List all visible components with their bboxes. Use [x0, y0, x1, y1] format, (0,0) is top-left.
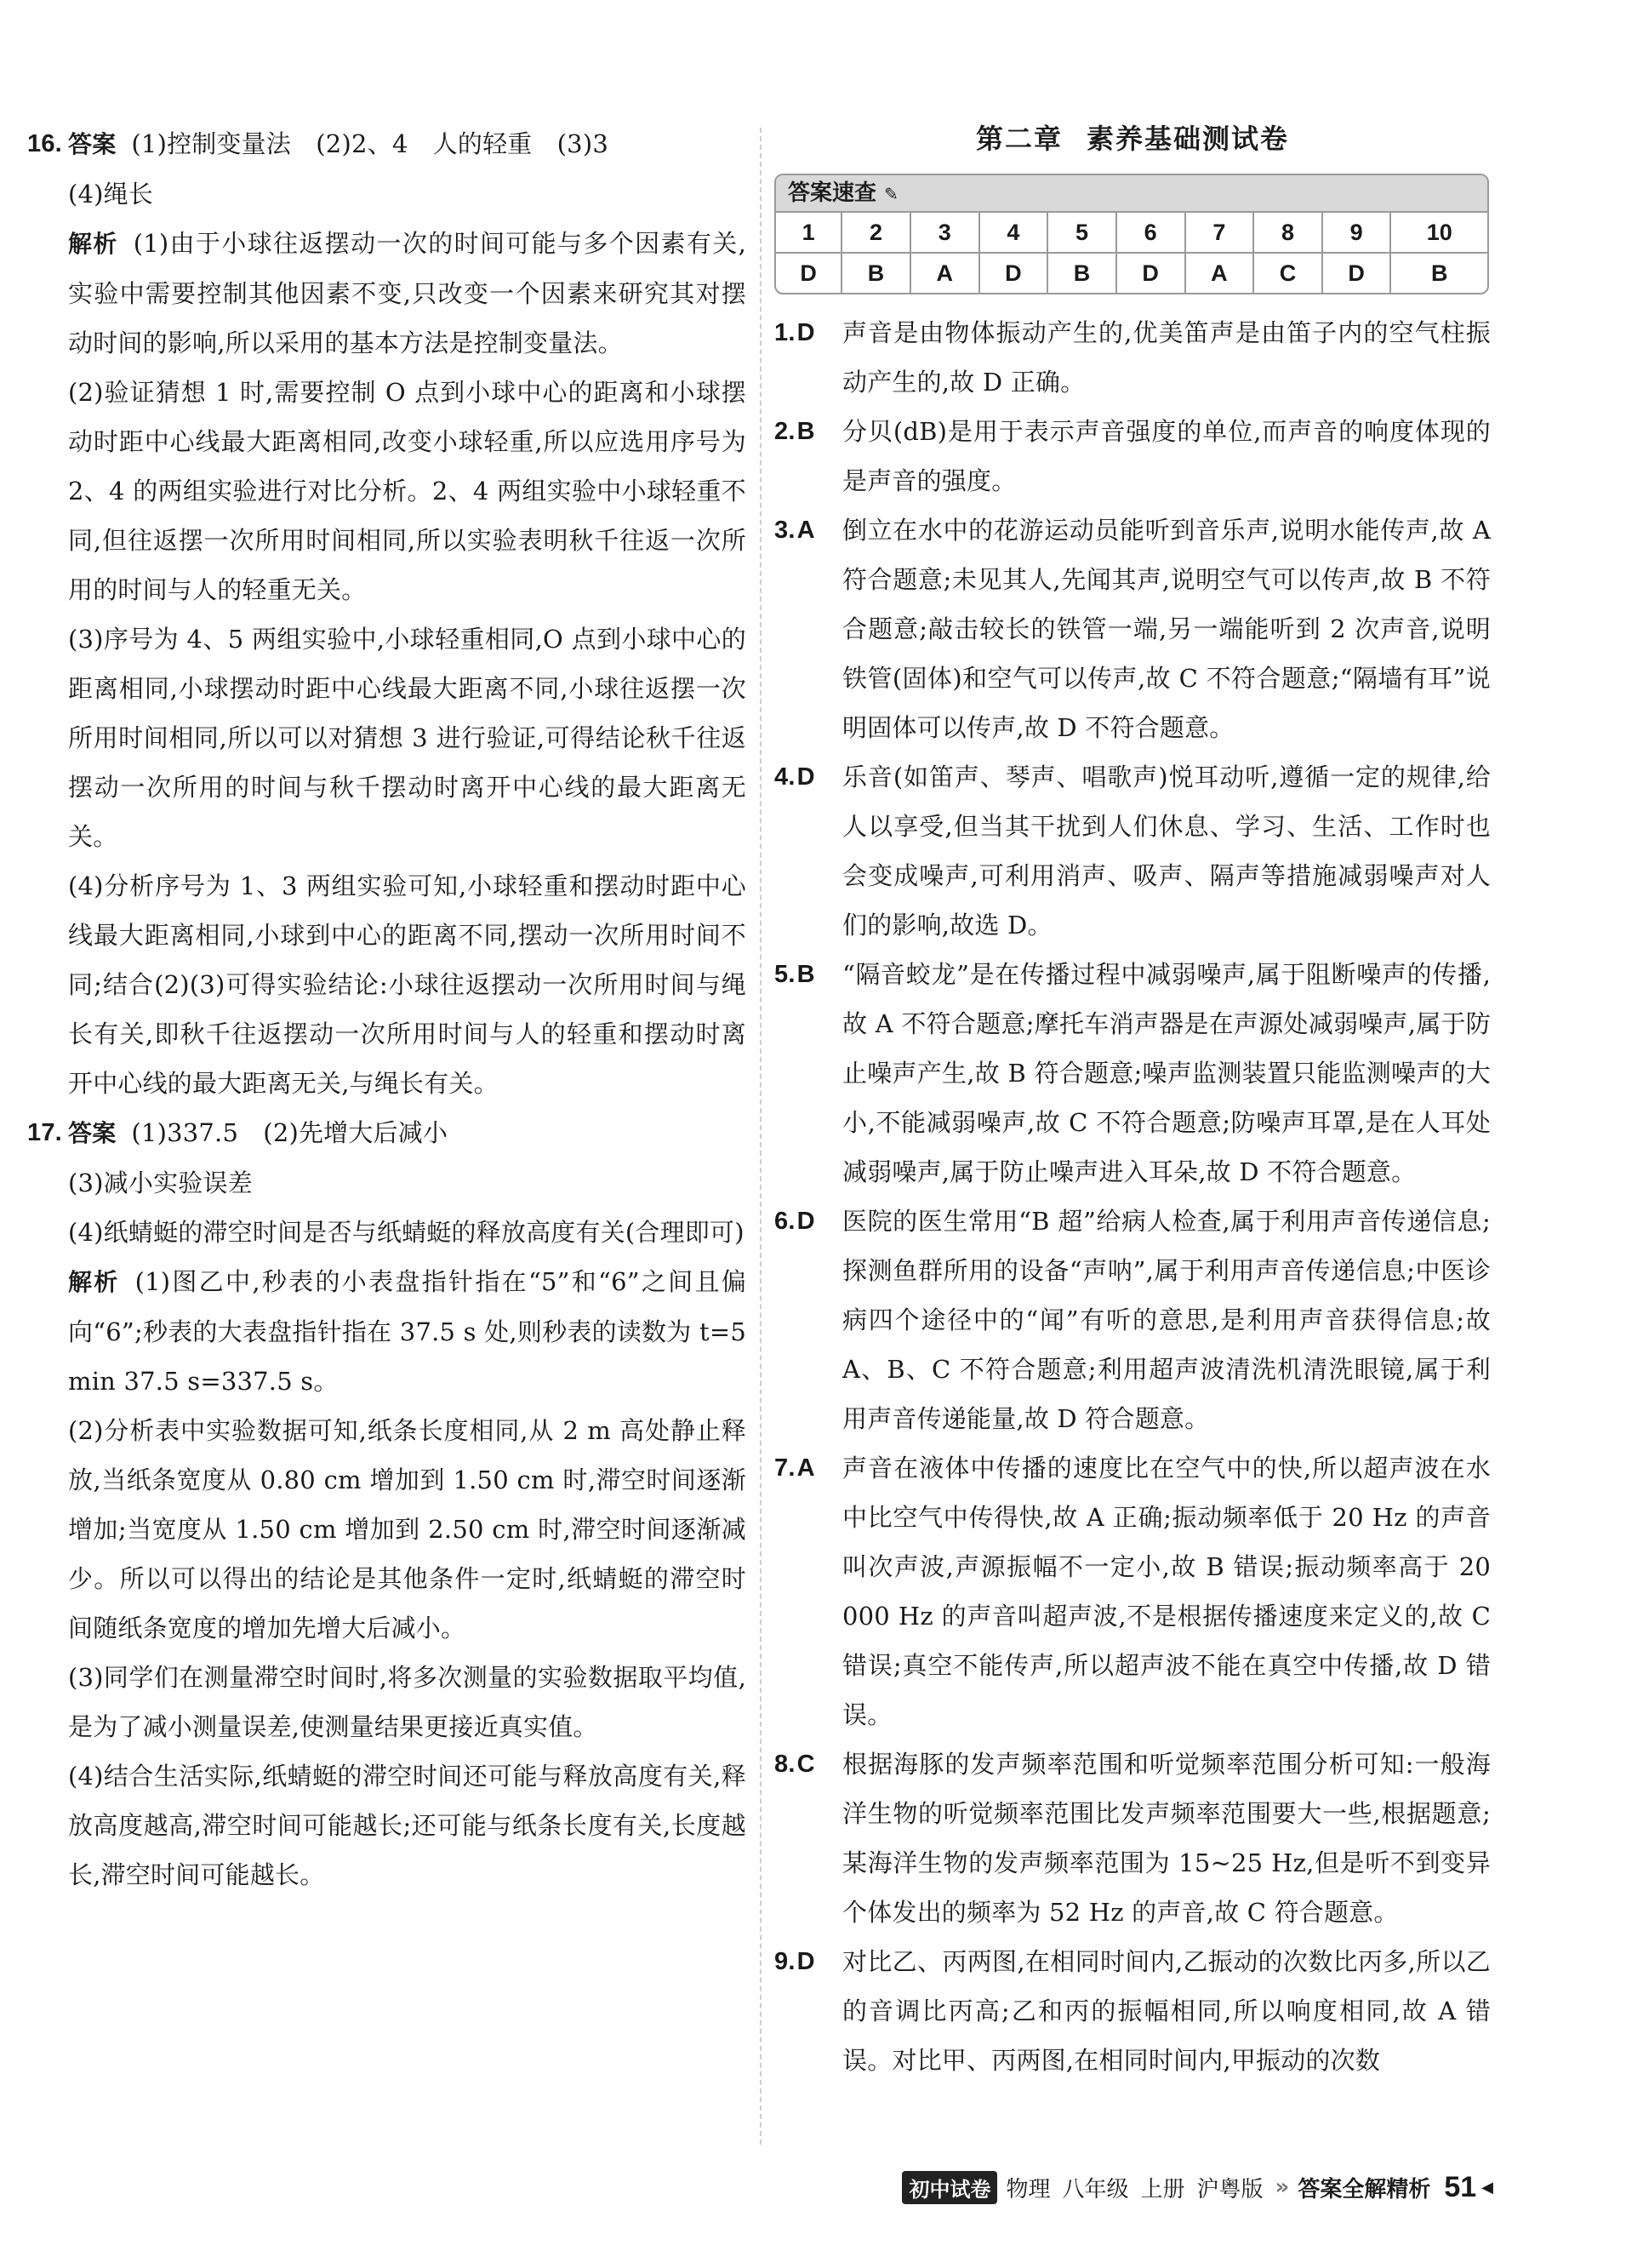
answer-table-letter-cell: C [1253, 253, 1322, 293]
explanation-number [774, 506, 815, 555]
explanation-index: 1. [774, 319, 796, 346]
q17-answer [27, 1108, 746, 1158]
q17-answer-line2: (3)减小实验误差 [68, 1168, 253, 1197]
q16-analysis-label: 解析 [68, 230, 118, 258]
answer-table-number-cell: 6 [1116, 212, 1185, 253]
q16-analysis-para3: (3)序号为 4、5 两组实验中,小球轻重相同,O 点到小球中心的距离相同,小球摆动时距中心线最大距离不同,小球往返摆一次所用时间相同,所以可以对猜想 3 进行验证,可得结论秋千往返摆动一次所用的时间与秋千摆动时离开中心线的最大距离无关。 [68, 625, 746, 851]
explanation-item [774, 407, 1491, 506]
explanation-answer-letter: D [796, 1208, 815, 1235]
pen-icon: ✎ [884, 184, 899, 204]
explanation-number [774, 1197, 815, 1246]
chapter-title [774, 119, 1491, 158]
explanation-index: 8. [774, 1751, 796, 1778]
explanation-item [774, 506, 1491, 752]
q17-analysis-para2: (2)分析表中实验数据可知,纸条长度相同,从 2 m 高处静止释放,当纸条宽度从 0.80 cm 增加到 1.50 cm 时,滞空时间逐渐增加;当宽度从 1.50 cm 增加到 2.50 cm 时,滞空时间逐渐减少。所以可以得出的结论是其他条件一定时,纸蜻蜓的滞空时间随纸条宽度的增加先增大后减小。 [68, 1416, 746, 1642]
explanation-index: 9. [774, 1948, 796, 1975]
explanation-text: 乐音(如笛声、琴声、唱歌声)悦耳动听,遵循一定的规律,给人以享受,但当其干扰到人们休息、学习、生活、工作时也会变成噪声,可利用消声、吸声、隔声等措施减弱噪声对人们的影响,故选 D。 [842, 763, 1491, 940]
answer-table-number-cell: 9 [1322, 212, 1391, 253]
explanation-number [774, 950, 815, 999]
explanation-text: 声音是由物体振动产生的,优美笛声是由笛子内的空气柱振动产生的,故 D 正确。 [842, 318, 1491, 397]
q16-answer-label: 答案 [68, 130, 117, 158]
footer-edition: 沪粤版 [1196, 2176, 1264, 2202]
footer-grade: 八年级 [1062, 2176, 1129, 2202]
q17-para1-text: (1)图乙中,秒表的小表盘指针指在“5”和“6”之间且偏向“6”;秒表的大表盘指针指在 37.5 s 处,则秒表的读数为 t=5 min 37.5 s=337.5 s。 [68, 1267, 746, 1396]
explanation-number [774, 1937, 815, 1986]
explanation-index: 4. [774, 763, 796, 791]
explanation-index: 6. [774, 1208, 796, 1235]
explanation-text: “隔音蛟龙”是在传播过程中减弱噪声,属于阻断噪声的传播,故 A 不符合题意;摩托车消声器是在声源处减弱噪声,属于防止噪声产生,故 B 符合题意;噪声监测装置只能监测噪声的大小,不能减弱噪声,故 C 不符合题意;防噪声耳罩,是在人耳处减弱噪声,属于防止噪声进入耳朵,故 D 不符合题意。 [842, 960, 1491, 1186]
page-footer [774, 2168, 1493, 2206]
answer-table-number-cell: 1 [776, 212, 842, 253]
answer-table-number-cell: 10 [1390, 212, 1487, 253]
explanation-answer-letter: C [796, 1751, 815, 1778]
page-number: 51 [1444, 2170, 1477, 2203]
answer-table-number-cell: 3 [910, 212, 979, 253]
answer-table-letter-cell: A [910, 253, 979, 293]
q17-answer-line1: (1)337.5 (2)先增大后减小 [131, 1118, 448, 1147]
answer-table-letter-cell: A [1185, 253, 1254, 293]
answer-table-number-cell: 4 [979, 212, 1048, 253]
explanation-text: 对比乙、丙两图,在相同时间内,乙振动的次数比丙多,所以乙的音调比丙高;乙和丙的振幅相同,所以响度相同,故 A 错误。对比甲、丙两图,在相同时间内,甲振动的次数 [842, 1947, 1491, 2075]
answer-table-letter-cell: B [1047, 253, 1116, 293]
explanation-index: 3. [774, 517, 796, 544]
answer-table [776, 211, 1487, 293]
explanation-answer-letter: D [796, 319, 815, 346]
explanation-answer-letter: A [796, 1454, 815, 1482]
explanation-number [774, 752, 815, 802]
q16-analysis-para4: (4)分析序号为 1、3 两组实验可知,小球轻重和摆动时距中心线最大距离相同,小球到中心的距离不同,摆动一次所用时间不同;结合(2)(3)可得实验结论:小球往返摆动一次所用时间与绳长有关,即秋千往返摆动一次所用时间与人的轻重和摆动时离开中心线的最大距离无关,与绳长有关。 [68, 871, 746, 1098]
answer-table-letter-cell: B [1390, 253, 1487, 293]
answer-table-number-cell: 7 [1185, 212, 1254, 253]
answer-table-number-cell: 8 [1253, 212, 1322, 253]
answer-number-row [776, 212, 1487, 253]
q17-answer-label: 答案 [68, 1119, 117, 1147]
answer-table-letter-cell: D [979, 253, 1048, 293]
explanation-item [774, 308, 1491, 407]
q17-analysis-para1 [27, 1257, 746, 1406]
answer-table-letter-cell: D [1116, 253, 1185, 293]
explanation-list [774, 308, 1491, 2085]
explanation-text: 根据海豚的发声频率范围和听觉频率范围分析可知:一般海洋生物的听觉频率范围比发声频率范围要大一些,根据题意;某海洋生物的发声频率范围为 15~25 Hz,但是听不到变异个体发出的频率为 52 Hz 的声音,故 C 符合题意。 [842, 1750, 1491, 1927]
explanation-number [774, 308, 815, 357]
explanation-answer-letter: B [796, 418, 815, 445]
q16-analysis-para1 [27, 219, 746, 368]
explanation-item [774, 752, 1491, 950]
triangle-left-icon: ◀ [1481, 2178, 1493, 2197]
explanation-index: 2. [774, 418, 796, 445]
answer-box-header [776, 175, 1487, 211]
explanation-answer-letter: A [796, 517, 815, 544]
q17-answer-line3: (4)纸蜻蜓的滞空时间是否与纸蜻蜓的释放高度有关(合理即可) [68, 1218, 745, 1247]
q17-analysis-label: 解析 [68, 1268, 120, 1296]
answer-table-letter-cell: D [1322, 253, 1391, 293]
answer-letter-row [776, 253, 1487, 293]
q17-analysis-para3: (3)同学们在测量滞空时间时,将多次测量的实验数据取平均值,是为了减小测量误差,使测量结果更接近真实值。 [68, 1663, 746, 1741]
q17-number: 17. [27, 1119, 62, 1146]
explanation-number [774, 1740, 815, 1789]
explanation-answer-letter: D [796, 1948, 815, 1975]
q16-answer-line2: (4)绳长 [68, 180, 154, 209]
explanation-item [774, 1740, 1491, 1937]
explanation-index: 7. [774, 1454, 796, 1482]
explanation-text: 倒立在水中的花游运动员能听到音乐声,说明水能传声,故 A 符合题意;未见其人,先闻其声,说明空气可以传声,故 B 不符合题意;敲击较长的铁管一端,另一端能听到 2 次声音,说明铁管(固体)和空气可以传声,故 C 不符合题意;“隔墙有耳”说明固体可以传声,故 D 不符合题意。 [842, 516, 1491, 742]
chapter-title-name: 素养基础测试卷 [1087, 123, 1290, 155]
q16-para1-text: (1)由于小球往返摆动一次的时间可能与多个因素有关,实验中需要控制其他因素不变,只改变一个因素来研究其对摆动时间的影响,所以采用的基本方法是控制变量法。 [68, 229, 746, 357]
answer-table-number-cell: 2 [842, 212, 910, 253]
footer-badge: 初中试卷 [902, 2171, 997, 2204]
q17-analysis-para4: (4)结合生活实际,纸蜻蜓的滞空时间还可能与释放高度有关,释放高度越高,滞空时间可能越长;还可能与纸条长度有关,长度越长,滞空时间可能越长。 [68, 1762, 746, 1889]
explanation-answer-letter: D [796, 763, 815, 791]
explanation-text: 声音在液体中传播的速度比在空气中的快,所以超声波在水中比空气中传得快,故 A 正确;振动频率低于 20 Hz 的声音叫次声波,声源振幅不一定小,故 B 错误;振动频率高于 20 000 Hz 的声音叫超声波,不是根据传播速度来定义的,故 C 错误;真空不能传声,所以超声波不能在真空中传播,故 D 错误。 [842, 1454, 1491, 1729]
footer-subject: 物理 [1006, 2176, 1051, 2202]
explanation-item [774, 950, 1491, 1197]
explanation-text: 医院的医生常用“B 超”给病人检查,属于利用声音传递信息;探测鱼群所用的设备“声呐”,属于利用声音传递信息;中医诊病四个途径中的“闻”有听的意思,是利用声音获得信息;故 A、B、C 不符合题意;利用超声波清洗机清洗眼镜,属于利用声音传递能量,故 D 符合题意。 [842, 1207, 1491, 1433]
right-column [774, 119, 1491, 2085]
explanation-text: 分贝(dB)是用于表示声音强度的单位,而声音的响度体现的是声音的强度。 [842, 417, 1491, 495]
left-column [27, 119, 746, 1900]
answer-quick-check [774, 174, 1489, 294]
explanation-item [774, 1197, 1491, 1443]
q16-answer [27, 119, 746, 169]
q16-answer-line1: (1)控制变量法 (2)2、4 人的轻重 (3)3 [131, 129, 608, 158]
chapter-title-number: 第二章 [975, 123, 1063, 155]
q16-number: 16. [27, 130, 62, 157]
column-divider [760, 128, 762, 2145]
footer-series: 答案全解精析 [1298, 2176, 1431, 2202]
explanation-number [774, 407, 815, 456]
explanation-index: 5. [774, 961, 796, 988]
q16-analysis-para2: (2)验证猜想 1 时,需要控制 O 点到小球中心的距离和小球摆动时距中心线最大距离相同,改变小球轻重,所以应选用序号为 2、4 的两组实验进行对比分析。2、4 两组实验中小球轻重不同,但往返摆一次所用时间相同,所以实验表明秋千往返一次所用的时间与人的轻重无关。 [68, 378, 746, 604]
explanation-answer-letter: B [796, 961, 815, 988]
explanation-number [774, 1443, 815, 1493]
answer-box-title: 答案速查 [788, 180, 877, 206]
answer-table-letter-cell: B [842, 253, 910, 293]
double-chevron-icon: » [1275, 2174, 1290, 2200]
answer-table-number-cell: 5 [1047, 212, 1116, 253]
answer-table-letter-cell: D [776, 253, 842, 293]
footer-term: 上册 [1140, 2176, 1185, 2202]
explanation-item [774, 1937, 1491, 2085]
explanation-item [774, 1443, 1491, 1740]
